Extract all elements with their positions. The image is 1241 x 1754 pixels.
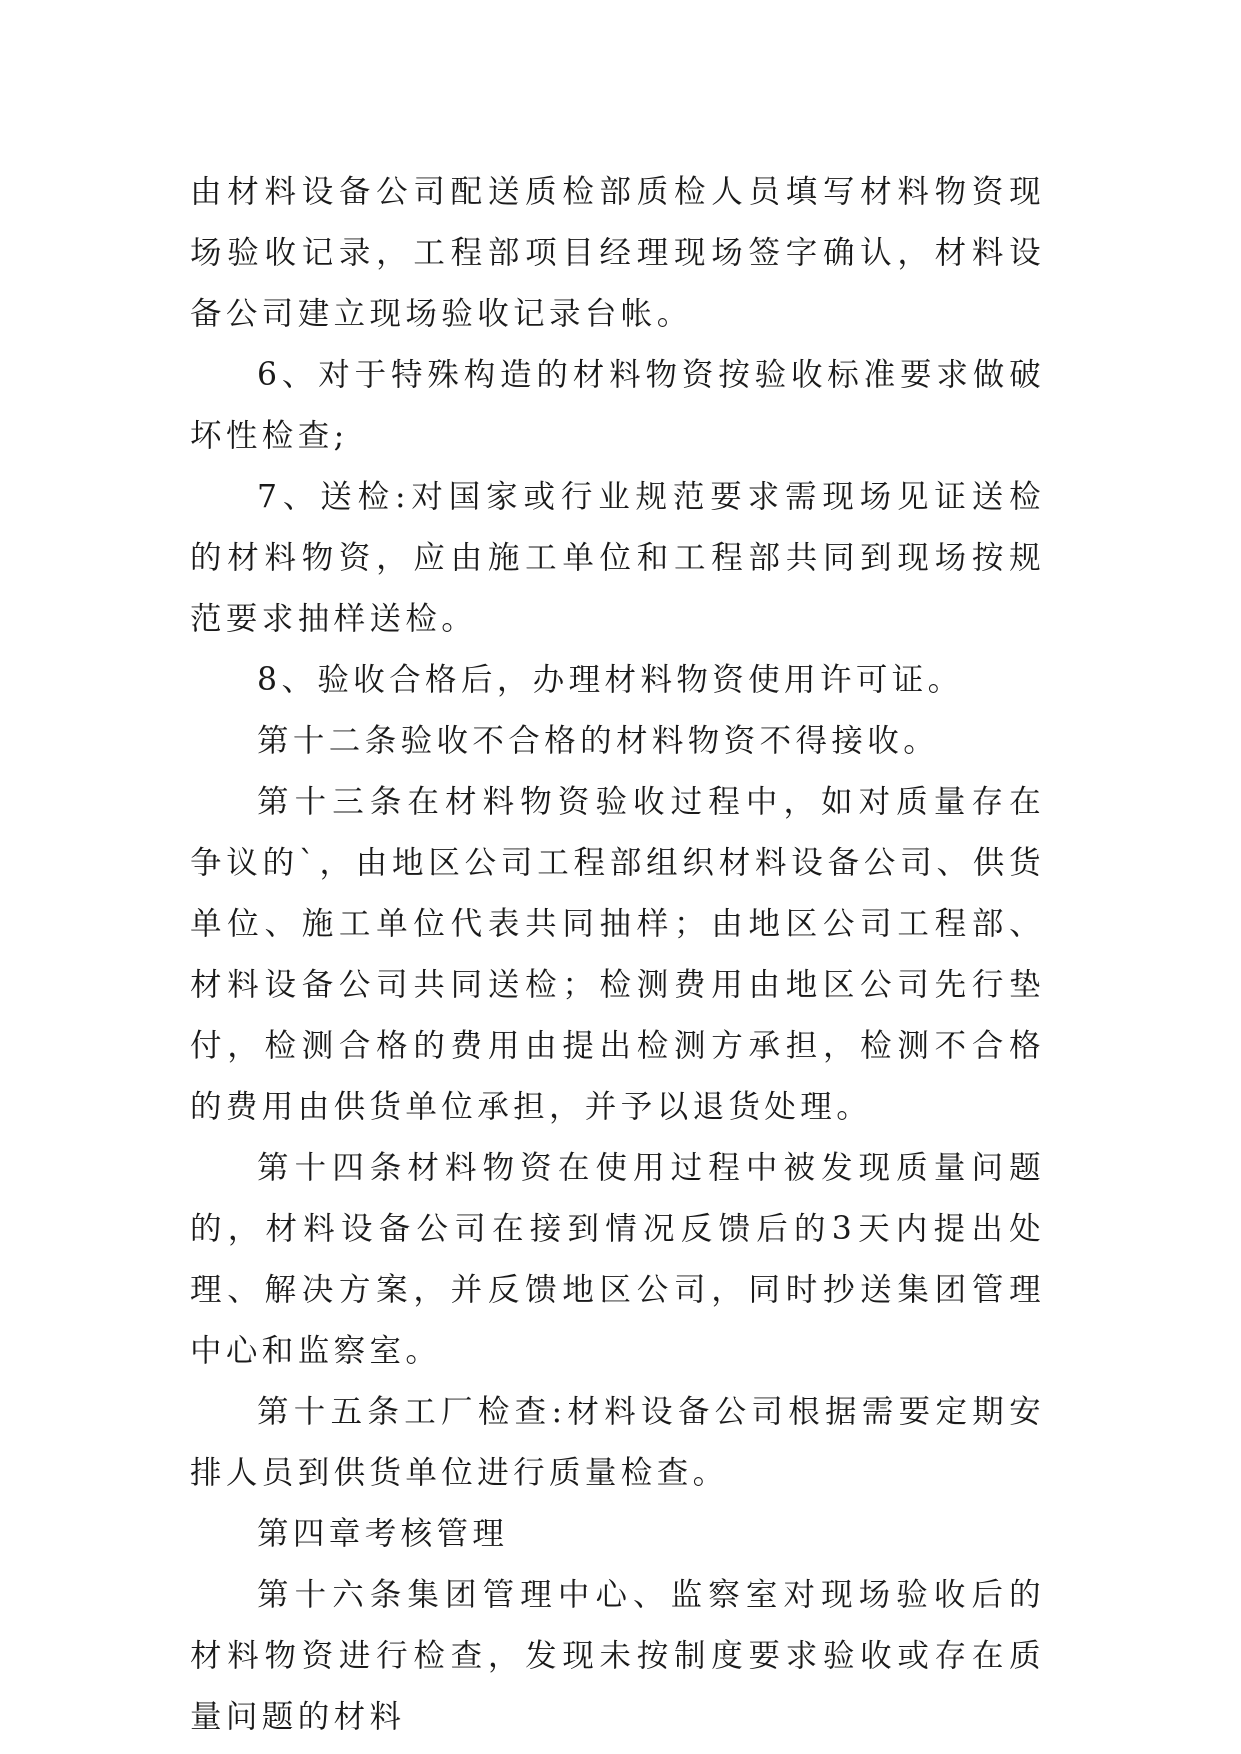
paragraph: 第十二条验收不合格的材料物资不得接收。 xyxy=(257,723,940,759)
paragraph: 7、送检:对国家或行业规范要求需现场见证送检的材料物资，应由施工单位和工程部共同到现场按规范要求抽样送检。 xyxy=(190,479,1045,637)
paragraph: 第十四条材料物资在使用过程中被发现质量问题的，材料设备公司在接到情况反馈后的3天内提出处理、解决方案，并反馈地区公司，同时抄送集团管理中心和监察室。 xyxy=(190,1150,1045,1369)
paragraph: 6、对于特殊构造的材料物资按验收标准要求做破坏性检查; xyxy=(190,357,1045,454)
paragraph: 第十六条集团管理中心、监察室对现场验收后的材料物资进行检查，发现未按制度要求验收或存在质量问题的材料 xyxy=(190,1577,1045,1735)
paragraph: 第十三条在材料物资验收过程中，如对质量存在争议的`，由地区公司工程部组织材料设备公司、供货单位、施工单位代表共同抽样；由地区公司工程部、材料设备公司共同送检；检测费用由地区公司先行垫付，检测合格的费用由提出检测方承担，检测不合格的费用由供货单位承担，并予以退货处理。 xyxy=(190,784,1045,1125)
paragraph: 第十五条工厂检查:材料设备公司根据需要定期安排人员到供货单位进行质量检查。 xyxy=(190,1394,1045,1491)
document-body xyxy=(190,162,1045,1748)
paragraph: 由材料设备公司配送质检部质检人员填写材料物资现场验收记录，工程部项目经理现场签字确认，材料设备公司建立现场验收记录台帐。 xyxy=(190,174,1045,332)
paragraph: 8、验收合格后，办理材料物资使用许可证。 xyxy=(257,662,964,698)
chapter-heading: 第四章考核管理 xyxy=(257,1516,509,1552)
